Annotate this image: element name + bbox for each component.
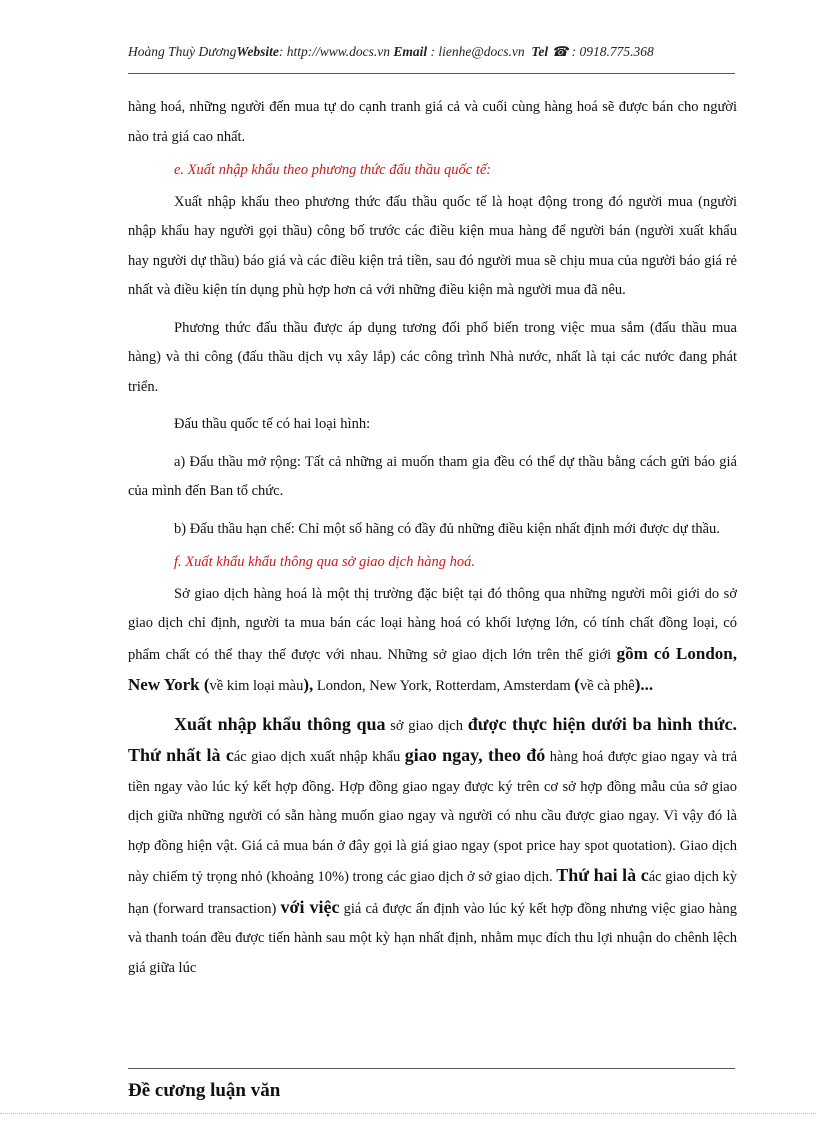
paragraph-bidding-types: Đấu thầu quốc tế có hai loại hình: <box>174 416 371 432</box>
header-tel: ☎ : 0918.775.368 <box>551 44 654 59</box>
section-heading-f: f. Xuất khẩu khẩu thông qua sở giao dịch hàng hoá. <box>174 554 475 570</box>
section-heading-e: e. Xuất nhập khẩu theo phương thức đấu thầu quốc tế: <box>174 162 492 178</box>
paragraph-bidding-definition: Xuất nhập khẩu theo phương thức đấu thầu quốc tế là hoạt động trong đó người mua (người nhập khẩu hay người gọi thầu) công bố trước các điều kiện mua hàng để người bán (người xuất khẩu hay người dự thầu) báo giá và các điều kiện trả tiền, sau đó người mua sẽ chịu mua của người báo giá rẻ nhất và điều kiện tín dụng phù hợp hơn cả với những điều kiện mà người mua đã nêu. <box>128 193 737 298</box>
header-website: : http://www.docs.vn <box>278 44 390 59</box>
header-email: : lienhe@docs.vn <box>430 44 525 59</box>
header-website-label: Website <box>236 44 279 59</box>
header-divider <box>128 73 735 74</box>
header-author: Hoàng Thuỳ Dương <box>128 44 237 59</box>
paragraph-exchange-forms: Xuất nhập khẩu thông qua sở giao dịch được thực hiện dưới ba hình thức. Thứ nhất là các giao dịch xuất nhập khẩu giao ngay, theo đó hàng hoá được giao ngay và trả tiền ngay vào lúc ký kết hợp đồng. Hợp đồng giao ngay được ký trên cơ sở hợp đồng mẫu của sở giao dịch giữa những người có sẵn hàng muốn giao ngay và người có nhu cầu được giao ngay. Vì vậy đó là hợp đồng hiện vật. Giá cả mua bán ở đây gọi là giá giao ngay (spot price hay spot quotation). Giao dịch này chiếm tỷ trọng nhỏ (khoảng 10%) trong các giao dịch ở sở giao dịch. Thứ hai là các giao dịch kỳ hạn (forward transaction) với việc giá cả được ấn định vào lúc ký kết hợp đồng nhưng việc giao hàng và thanh toán đều được tiến hành sau một kỳ hạn nhất định, nhằm mục đích thu lợi nhuận do chênh lệch giá giữa lúc <box>128 713 738 976</box>
header-tel-label: Tel <box>531 44 549 59</box>
page-edge <box>0 1113 816 1114</box>
paragraph-limited-bidding: b) Đấu thầu hạn chế: Chỉ một số hãng có đầy đủ những điều kiện nhất định mới được dự thầu. <box>174 520 720 537</box>
paragraph-continuation: hàng hoá, những người đến mua tự do cạnh tranh giá cả và cuối cùng hàng hoá sẽ được bán cho người nào trả giá cao nhất. <box>128 99 737 145</box>
paragraph-commodity-exchange: Sở giao dịch hàng hoá là một thị trường đặc biệt tại đó thông qua những người môi giới do sở giao dịch chỉ định, người ta mua bán các loại hàng hoá có khối lượng lớn, có tính chất đồng loại, có phẩm chất có thể thay thế được với nhau. Những sở giao dịch lớn trên thế giới gồm có London, New York (về kim loại màu), London, New York, Rotterdam, Amsterdam (về cà phê)... <box>128 585 737 694</box>
page-header <box>128 44 738 60</box>
footer-divider <box>128 1068 735 1069</box>
document-body <box>128 93 737 983</box>
footer-title: Đề cương luận văn <box>128 1080 281 1101</box>
paragraph-bidding-usage: Phương thức đấu thầu được áp dụng tương đối phổ biến trong việc mua sắm (đấu thầu mua hàng) và thi công (đấu thầu dịch vụ xây lắp) các công trình Nhà nước, nhất là tại các nước đang phát triển. <box>128 319 737 395</box>
header-email-label: Email <box>393 44 428 59</box>
paragraph-open-bidding: a) Đấu thầu mở rộng: Tất cả những ai muốn tham gia đều có thể dự thầu bằng cách gửi báo giá của mình đến Ban tổ chức. <box>128 453 737 499</box>
